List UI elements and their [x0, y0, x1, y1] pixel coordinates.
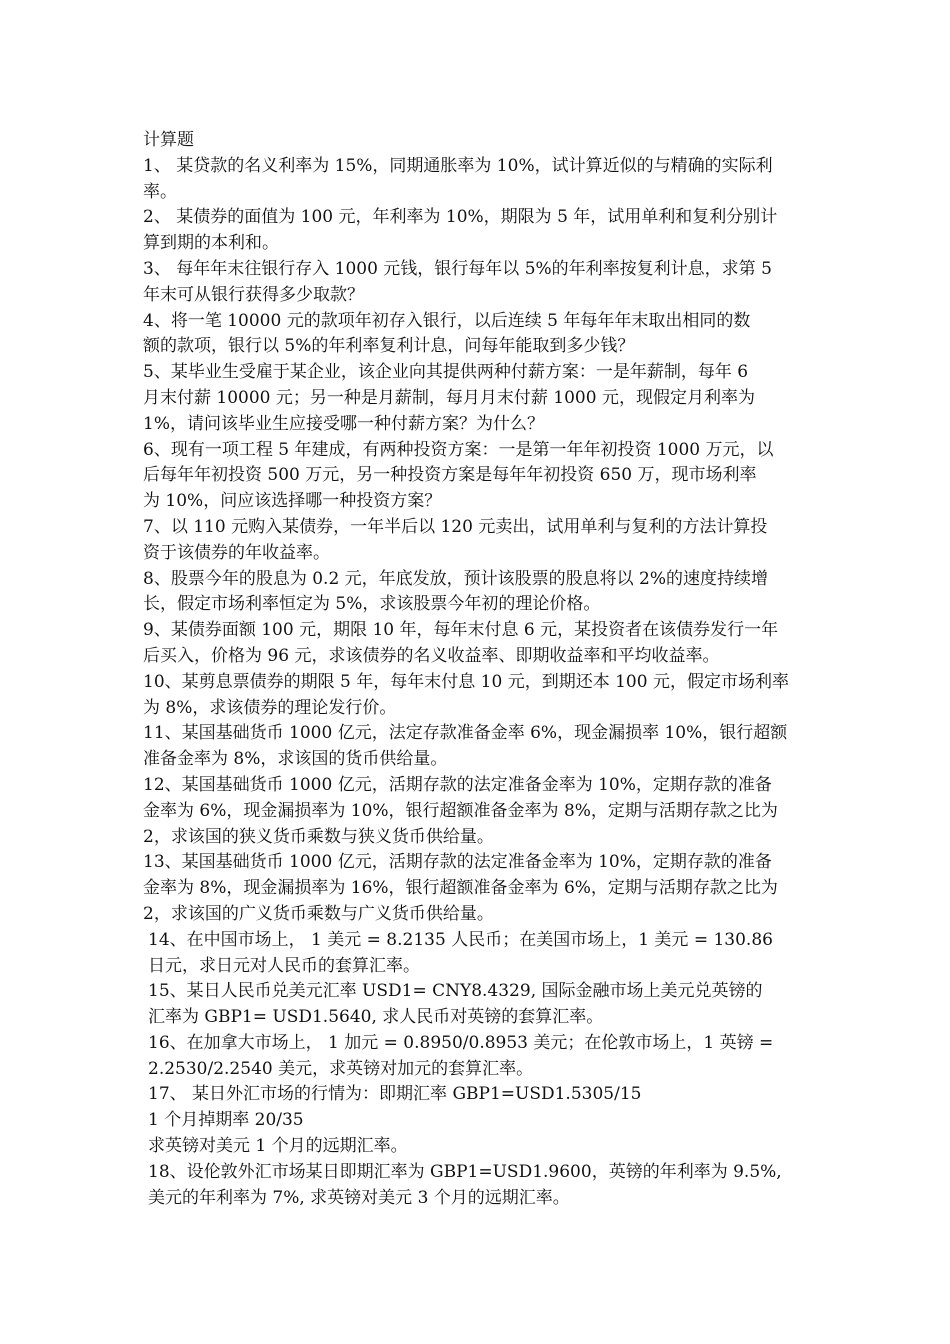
text-line: 金率为 8%，现金漏损率为 16%，银行超额准备金率为 6%，定期与活期存款之比为 — [143, 878, 778, 899]
text-line: 额的款项，银行以 5%的年利率复利计息，问每年能取到多少钱？ — [143, 336, 635, 357]
text-line: 汇率为 GBP1= USD1.5640, 求人民币对英镑的套算汇率。 — [148, 1007, 604, 1028]
text-line: 2.2530/2.2540 美元，求英镑对加元的套算汇率。 — [148, 1058, 534, 1079]
text-line: 10、某剪息票债券的期限 5 年，每年末付息 10 元，到期还本 100 元，假定市场利率 — [143, 671, 789, 692]
text-line: 资于该债券的年收益率。 — [143, 542, 330, 563]
text-line: 18、设伦敦外汇市场某日即期汇率为 GBP1=USD1.9600，英镑的年利率为 9.5%, — [148, 1161, 782, 1182]
text-line: 6、现有一项工程 5 年建成，有两种投资方案：一是第一年年初投资 1000 万元，以 — [143, 439, 774, 460]
text-line: 12、某国基础货币 1000 亿元，活期存款的法定准备金率为 10%，定期存款的准备 — [143, 774, 772, 795]
text-line: 年末可从银行获得多少取款？ — [143, 284, 364, 305]
text-line: 11、某国基础货币 1000 亿元，法定存款准备金率 6%，现金漏损率 10%，银行超额 — [143, 723, 788, 744]
text-line: 2，求该国的广义货币乘数与广义货币供给量。 — [143, 903, 494, 924]
text-line: 1、 某贷款的名义利率为 15%，同期通胀率为 10%，试计算近似的与精确的实际利 — [143, 155, 773, 176]
text-line: 15、某日人民币兑美元汇率 USD1= CNY8.4329, 国际金融市场上美元兑英镑的 — [148, 981, 763, 1002]
text-line: 求英镑对美元 1 个月的远期汇率。 — [148, 1136, 408, 1157]
document-body — [143, 128, 815, 1211]
text-line: 准备金率为 8%，求该国的货币供给量。 — [143, 749, 448, 770]
text-line: 3、 每年年末往银行存入 1000 元钱，银行每年以 5%的年利率按复利计息，求第 5 — [143, 258, 772, 279]
text-line: 9、某债券面额 100 元，期限 10 年，每年末付息 6 元，某投资者在该债券发行一年 — [143, 620, 779, 641]
text-line: 金率为 6%，现金漏损率为 10%，银行超额准备金率为 8%，定期与活期存款之比为 — [143, 800, 778, 821]
text-line: 后每年年初投资 500 万元，另一种投资方案是每年年初投资 650 万，现市场利率 — [143, 465, 757, 486]
text-line: 1%，请问该毕业生应接受哪一种付薪方案？为什么？ — [143, 413, 544, 434]
text-line: 7、以 110 元购入某债券，一年半后以 120 元卖出，试用单利与复利的方法计算投 — [143, 516, 768, 537]
text-line: 日元，求日元对人民币的套算汇率。 — [148, 955, 420, 976]
text-line: 为 8%，求该债券的理论发行价。 — [143, 697, 397, 718]
text-line: 4、将一笔 10000 元的款项年初存入银行，以后连续 5 年每年年末取出相同的数 — [143, 310, 751, 331]
text-line: 美元的年利率为 7%, 求英镑对美元 3 个月的远期汇率。 — [148, 1187, 570, 1208]
text-line: 为 10%，问应该选择哪一种投资方案？ — [143, 491, 442, 512]
text-line: 后买入，价格为 96 元，求该债券的名义收益率、即期收益率和平均收益率。 — [143, 645, 720, 666]
text-line: 16、在加拿大市场上， 1 加元 = 0.8950/0.8953 美元；在伦敦市场上，1 英镑 = — [148, 1032, 774, 1053]
text-line: 13、某国基础货币 1000 亿元，活期存款的法定准备金率为 10%，定期存款的准备 — [143, 852, 772, 873]
text-line: 8、股票今年的股息为 0.2 元，年底发放，预计该股票的股息将以 2%的速度持续增 — [143, 568, 769, 589]
text-line: 算到期的本利和。 — [143, 233, 279, 254]
text-line: 14、在中国市场上， 1 美元 = 8.2135 人民币；在美国市场上，1 美元 = 130.86 — [148, 929, 773, 950]
page-title: 计算题 — [143, 130, 194, 150]
text-line: 2、 某债券的面值为 100 元，年利率为 10%，期限为 5 年，试用单利和复利分别计 — [143, 207, 778, 228]
text-line: 月末付薪 10000 元；另一种是月薪制，每月月末付薪 1000 元，现假定月利率为 — [143, 387, 755, 408]
text-line: 2，求该国的狭义货币乘数与狭义货币供给量。 — [143, 826, 494, 847]
text-line: 1 个月掉期率 20/35 — [148, 1110, 304, 1131]
text-line: 长，假定市场利率恒定为 5%，求该股票今年初的理论价格。 — [143, 594, 601, 615]
text-line: 5、某毕业生受雇于某企业，该企业向其提供两种付薪方案：一是年薪制，每年 6 — [143, 362, 749, 383]
text-line: 17、 某日外汇市场的行情为：即期汇率 GBP1=USD1.5305/15 — [148, 1084, 642, 1105]
text-line: 率。 — [143, 181, 177, 202]
